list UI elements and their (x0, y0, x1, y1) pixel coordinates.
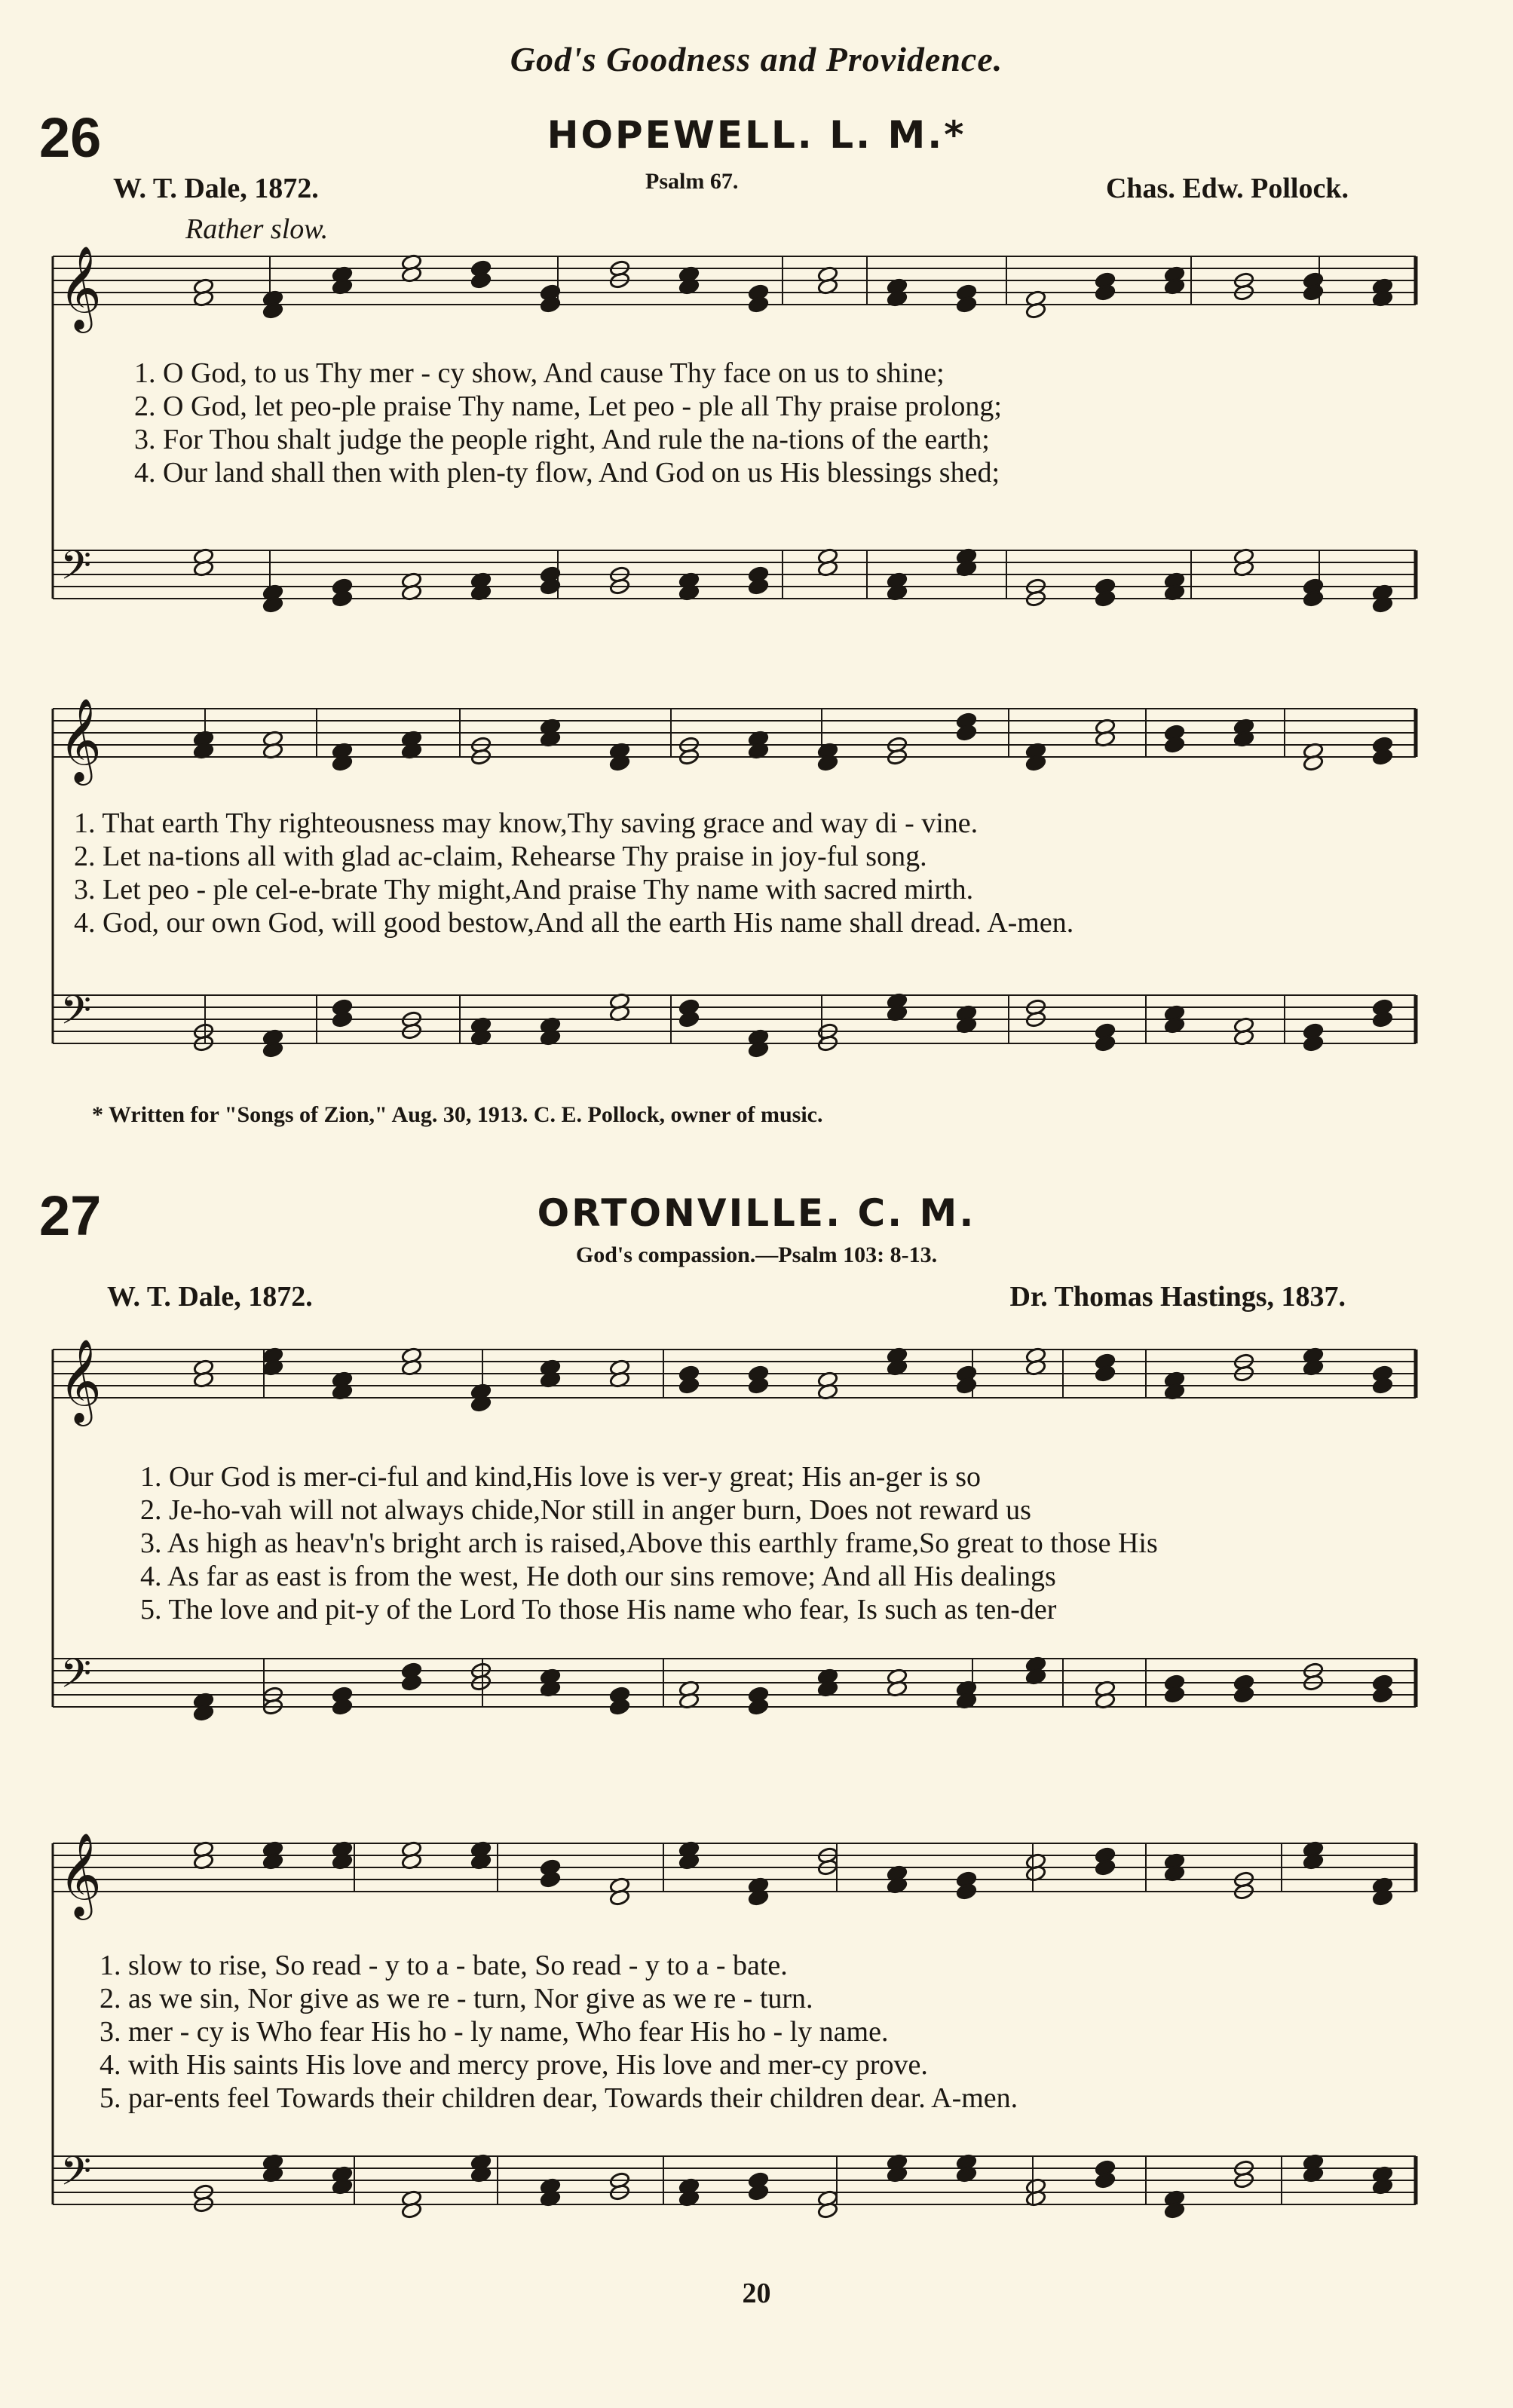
lyric-line: 4. God, our own God, will good bestow,And all the earth His name shall dread. A-men. (74, 907, 1074, 939)
lyric-line: 5. par-ents feel Towards their children dear, Towards their children dear. A-men. (100, 2082, 1018, 2114)
bass-clef-icon: 𝄢 (60, 543, 92, 599)
tune-title: ORTONVILLE. C. M. (537, 1191, 976, 1235)
treble-clef-icon: 𝄞 (59, 1338, 102, 1423)
bass-clef-icon: 𝄢 (60, 2149, 92, 2204)
lyric-line: 1. That earth Thy righteousness may know,Thy saving grace and way di - vine. (74, 807, 979, 839)
treble-clef-icon: 𝄞 (59, 697, 102, 782)
page-header: God's Goodness and Providence. (510, 40, 1003, 78)
tempo-marking: Rather slow. (185, 213, 329, 245)
lyric-line: 3. As high as heav'n's bright arch is raised,Above this earthly frame,So great to those His (140, 1527, 1158, 1559)
scripture-ref: Psalm 67. (645, 169, 739, 194)
lyric-line: 1. O God, to us Thy mer - cy show, And cause Thy face on us to shine; (134, 357, 945, 389)
lyric-line: 3. For Thou shalt judge the people right, And rule the na-tions of the earth; (134, 424, 990, 455)
lyric-line: 4. As far as east is from the west, He doth our sins remove; And all His dealings (140, 1561, 1056, 1592)
text-credit: W. T. Dale, 1872. (113, 173, 319, 204)
lyric-line: 2. Let na-tions all with glad ac-claim, Rehearse Thy praise in joy-ful song. (74, 841, 927, 872)
hymn-number: 27 (39, 1184, 102, 1247)
hymn-number: 26 (39, 106, 102, 169)
bass-clef-icon: 𝄢 (60, 1651, 92, 1707)
text-credit: W. T. Dale, 1872. (107, 1281, 313, 1313)
lyric-line: 3. mer - cy is Who fear His ho - ly name, Who fear His ho - ly name. (100, 2016, 889, 2048)
lyric-line: 3. Let peo - ple cel-e-brate Thy might,And praise Thy name with sacred mirth. (74, 874, 974, 905)
hymn-subtitle: God's compassion.—Psalm 103: 8-13. (575, 1242, 938, 1267)
lyric-line: 2. as we sin, Nor give as we re - turn, Nor give as we re - turn. (100, 1983, 813, 2014)
page-number: 20 (742, 2278, 771, 2309)
footnote: * Written for "Songs of Zion," Aug. 30, 1913. C. E. Pollock, owner of music. (92, 1102, 823, 1127)
lyric-line: 1. slow to rise, So read - y to a - bate, So read - y to a - bate. (100, 1950, 788, 1981)
music-credit: Chas. Edw. Pollock. (1105, 173, 1349, 204)
lyric-line: 4. Our land shall then with plen-ty flow, And God on us His blessings shed; (134, 457, 1000, 489)
tune-title: HOPEWELL. L. M.* (547, 113, 966, 157)
lyric-line: 2. Je-ho-vah will not always chide,Nor still in anger burn, Does not reward us (140, 1494, 1031, 1526)
music-credit: Dr. Thomas Hastings, 1837. (1009, 1281, 1346, 1313)
treble-clef-icon: 𝄞 (59, 1832, 102, 1916)
lyric-line: 1. Our God is mer-ci-ful and kind,His love is ver-y great; His an-ger is so (140, 1461, 982, 1493)
lyric-line: 5. The love and pit-y of the Lord To those His name who fear, Is such as ten-der (140, 1594, 1057, 1625)
treble-clef-icon: 𝄞 (59, 245, 102, 329)
bass-clef-icon: 𝄢 (60, 988, 92, 1043)
lyric-line: 4. with His saints His love and mercy prove, His love and mer-cy prove. (100, 2049, 928, 2081)
lyric-line: 2. O God, let peo-ple praise Thy name, Let peo - ple all Thy praise prolong; (134, 391, 1002, 422)
